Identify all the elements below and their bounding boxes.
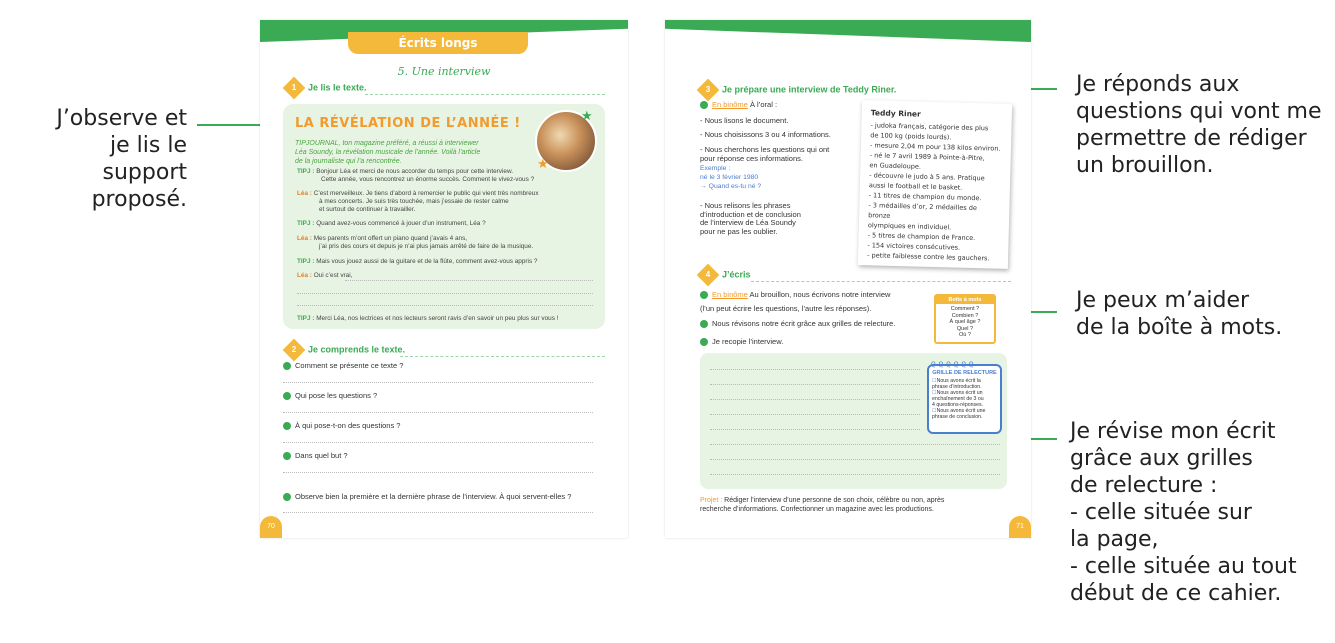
annotation-line: - celle située sur xyxy=(1070,500,1252,525)
grid-item-text: Nous avons écrit la xyxy=(936,378,981,384)
annotation-line: grâce aux grilles xyxy=(1070,446,1253,471)
annotation-line: J’observe et xyxy=(56,106,187,131)
project-text: recherche d’informations. Confectionner un magazine avec les productions. xyxy=(700,506,934,513)
step-2-heading xyxy=(286,342,405,358)
card-line: de 100 kg (poids lourds). xyxy=(870,131,952,142)
speaker-lea: Léa : xyxy=(297,272,312,279)
dialogue-line xyxy=(297,272,597,280)
oral-item xyxy=(700,145,829,163)
annotation-line: proposé. xyxy=(91,187,187,212)
intro-line: TIPJOURNAL, ton magazine préféré, a réussi à interviewer xyxy=(295,140,479,147)
bullet-icon xyxy=(283,362,291,370)
card-line: aussi le football et le basket. xyxy=(868,181,963,192)
article-intro xyxy=(295,139,540,166)
grid-items xyxy=(932,378,997,420)
oral-item xyxy=(700,130,831,139)
top-green-band xyxy=(665,20,1031,42)
speaker-lea: Léa : xyxy=(297,235,312,242)
step-1-heading xyxy=(286,80,367,96)
bullet-icon xyxy=(700,291,708,299)
binome-label: En binôme xyxy=(712,290,748,299)
answer-line xyxy=(283,382,593,383)
write-instruction xyxy=(700,304,871,313)
example-line: → Quand es-tu né ? xyxy=(700,183,762,190)
word: Combien ? xyxy=(951,312,979,319)
star-icon: ★ xyxy=(581,108,593,123)
step-rule xyxy=(751,281,1011,282)
speaker-lea: Léa : xyxy=(297,190,312,197)
intro-line: Léa Soundy, la révélation musicale de l’année. Voilà l’article xyxy=(295,149,481,156)
dialogue-text: Quand avez-vous commencé à jouer d’un instrument, Léa ? xyxy=(316,220,486,227)
speaker-tipj: TIPJ : xyxy=(297,220,315,227)
word: Comment ? xyxy=(950,306,980,312)
annotation-right-top xyxy=(1076,71,1326,179)
annotation-right-bottom xyxy=(1070,418,1330,607)
step-number-badge xyxy=(697,264,720,287)
bullet-icon xyxy=(700,338,708,346)
oral-item-text: - Nous lisons le document. xyxy=(700,116,789,125)
question-text: Comment se présente ce texte ? xyxy=(295,361,404,370)
question-text: Dans quel but ? xyxy=(295,451,348,460)
bullet-icon xyxy=(283,493,291,501)
dialogue-text: Bonjour Léa et merci de nous accorder du temps pour cette interview. xyxy=(316,168,513,175)
step-number: 2 xyxy=(291,345,297,354)
oral-item-text: pour réponse ces informations. xyxy=(700,154,803,163)
question xyxy=(283,391,377,400)
grid-item-text: phrase d’introduction. xyxy=(932,384,982,390)
example-label: Exemple : xyxy=(700,165,731,172)
card-line: - judoka français, catégorie des plus xyxy=(870,121,989,133)
question-text: Qui pose les questions ? xyxy=(295,391,378,400)
card-line: - 3 médailles d’or, 2 médailles de bronze xyxy=(868,201,978,220)
grid-item-text: enchaînement de 3 ou xyxy=(932,396,984,402)
step-3-heading xyxy=(700,82,896,98)
dialogue-text: Mais vous jouez aussi de la guitare et de la flûte, comment avez-vous appris ? xyxy=(316,258,538,265)
question xyxy=(283,492,571,501)
grid-item-text: phrase de conclusion. xyxy=(932,414,983,420)
annotation-line: Je révise mon écrit xyxy=(1070,419,1276,444)
grid-item[interactable] xyxy=(932,378,997,390)
word-box-title: Boîte à mots xyxy=(936,296,994,304)
dialogue-text: Mes parents m’ont offert un piano quand j’avais 4 ans, xyxy=(313,235,468,242)
annotation-line: début de ce cahier. xyxy=(1070,581,1282,606)
dialogue-line xyxy=(297,258,597,266)
step-label: J’écris xyxy=(722,269,751,280)
dialogue-text: à mes concerts. Je suis très touchée, mais j’essaie de rester calme xyxy=(319,198,509,205)
oral-item-text: - Nous choisissons 3 ou 4 informations. xyxy=(700,130,831,139)
bullet-icon xyxy=(700,320,708,328)
question xyxy=(283,421,400,430)
annotation-line: questions qui vont me xyxy=(1076,99,1322,124)
page-number: 70 xyxy=(260,516,282,538)
section-subtitle: 5. Une interview xyxy=(397,65,491,78)
writing-line xyxy=(710,399,920,400)
answer-line xyxy=(283,412,593,413)
intro-line: de la journaliste qui l’a rencontrée. xyxy=(295,158,402,165)
article-box xyxy=(283,104,605,329)
step-number: 1 xyxy=(291,83,297,92)
step-number-badge xyxy=(283,77,306,100)
card-line: - mesure 2,04 m pour 138 kilos environ. xyxy=(869,141,1001,153)
spiral-rings: ϱϱϱϱϱϱ xyxy=(931,359,977,368)
write-text: Nous révisons notre écrit grâce aux grilles de relecture. xyxy=(712,319,896,328)
project-note xyxy=(700,496,944,514)
annotation-line: Je réponds aux xyxy=(1076,72,1240,97)
binome-label: En binôme xyxy=(712,100,748,109)
word-box-words xyxy=(936,304,994,339)
step-label: Je prépare une interview de Teddy Riner. xyxy=(722,84,897,95)
speaker-tipj: TIPJ : xyxy=(297,315,315,322)
card-line: - petite faiblesse contre les gauchers. xyxy=(867,251,990,263)
card-line: olympiques en individuel. xyxy=(867,221,952,232)
oral-item xyxy=(700,116,788,125)
writing-line xyxy=(710,474,1000,475)
speaker-tipj: TIPJ : xyxy=(297,168,315,175)
question-text: Observe bien la première et la dernière phrase de l’interview. À quoi servent-elles ? xyxy=(295,492,572,501)
dialogue-line xyxy=(297,168,597,184)
banner xyxy=(348,32,528,54)
question xyxy=(283,361,403,370)
dialogue-text: Cette année, vous rencontrez un énorme succès. Comment le vivez-vous ? xyxy=(321,176,535,183)
answer-line xyxy=(345,280,593,281)
writing-line xyxy=(710,429,920,430)
dialogue-line xyxy=(297,235,597,251)
dialogue-line xyxy=(297,220,597,228)
banner-label: Écrits longs xyxy=(398,36,478,50)
card-line: - 11 titres de champion du monde. xyxy=(868,191,982,203)
oral-item xyxy=(700,202,801,236)
card-line: en Guadeloupe. xyxy=(869,161,922,171)
annotation-line: permettre de rédiger xyxy=(1076,126,1307,151)
writing-line xyxy=(710,384,920,385)
write-instruction xyxy=(700,290,890,299)
card-line: - 5 titres de champion de France. xyxy=(867,231,976,243)
writing-line xyxy=(710,459,1000,460)
speaker-tipj: TIPJ : xyxy=(297,258,315,265)
bullet-icon xyxy=(700,101,708,109)
star-icon: ★ xyxy=(537,156,549,171)
annotation-left xyxy=(22,105,187,213)
word: Quel ? xyxy=(956,325,974,332)
project-label: Projet : xyxy=(700,497,723,504)
word: Où ? xyxy=(959,332,971,338)
write-text: Au brouillon, nous écrivons notre interview xyxy=(749,290,891,299)
oral-text: À l’oral : xyxy=(749,100,778,109)
writing-line xyxy=(710,414,920,415)
answer-line xyxy=(297,305,593,306)
grid-title: GRILLE DE RELECTURE xyxy=(932,370,997,376)
oral-item-text: - Nous cherchons les questions qui ont xyxy=(700,145,830,154)
checkbox-icon[interactable]: ☐ xyxy=(932,378,937,384)
page-number: 71 xyxy=(1009,516,1031,538)
checkbox-icon[interactable]: ☐ xyxy=(932,408,937,414)
annotation-line: de la boîte à mots. xyxy=(1076,315,1283,340)
question xyxy=(283,451,348,460)
word-box xyxy=(934,294,996,344)
annotation-line: - celle située au tout xyxy=(1070,554,1297,579)
step-number-badge xyxy=(283,339,306,362)
card-line: - découvre le judo à 5 ans. Pratique xyxy=(869,171,985,183)
project-text: Rédiger l’interview d’une personne de son choix, célèbre ou non, après xyxy=(724,497,945,504)
bullet-icon xyxy=(283,452,291,460)
annotation-line: un brouillon. xyxy=(1076,153,1214,178)
step-number: 4 xyxy=(705,270,711,279)
bullet-icon xyxy=(283,422,291,430)
annotation-line: Je peux m’aider xyxy=(1076,288,1250,313)
example-block xyxy=(700,164,761,191)
oral-item-text: - Nous relisons les phrases xyxy=(700,201,791,210)
word: À quel âge ? xyxy=(949,319,981,325)
grid-item[interactable] xyxy=(932,408,997,420)
grid-item[interactable] xyxy=(932,390,997,408)
step-4-heading xyxy=(700,267,751,283)
step-rule xyxy=(400,356,605,357)
annotation-line: je lis le support xyxy=(102,133,187,185)
card-line: - 154 victoires consécutives. xyxy=(867,241,961,252)
oral-item-text: d’introduction et de conclusion xyxy=(700,209,801,219)
answer-line xyxy=(283,442,593,443)
step-number-badge xyxy=(697,79,720,102)
checkbox-icon[interactable]: ☐ xyxy=(932,390,937,396)
step-label: Je lis le texte. xyxy=(308,82,367,93)
left-page xyxy=(260,20,628,538)
step-rule xyxy=(365,94,605,95)
grid-item-text: 4 questions-réponses. xyxy=(932,402,984,408)
dialogue-text: Merci Léa, nos lectrices et nos lecteurs seront ravis d’en savoir un peu plus sur vous ! xyxy=(316,315,559,322)
write-instruction xyxy=(700,319,895,328)
card-line: - né le 7 avril 1989 à Pointe-à-Pitre, xyxy=(869,151,985,163)
dialogue-line xyxy=(297,190,597,214)
grid-item-text: Nous avons écrit un xyxy=(936,390,983,396)
annotation-right-middle xyxy=(1076,287,1326,341)
write-text: (l’un peut écrire les questions, l’autre les réponses). xyxy=(700,304,872,313)
oral-item-text: pour ne pas les oublier. xyxy=(700,226,778,236)
right-page xyxy=(665,20,1031,538)
write-instruction xyxy=(700,337,783,346)
grid-item-text: Nous avons écrit une xyxy=(936,408,986,414)
bullet-icon xyxy=(283,392,291,400)
answer-line xyxy=(297,293,593,294)
article-title: LA RÉVÉLATION DE L’ANNÉE ! xyxy=(295,116,521,131)
annotation-line: de relecture : xyxy=(1070,473,1218,498)
oral-item-text: de l’interview de Léa Soundy xyxy=(700,218,796,227)
step-number: 3 xyxy=(705,85,711,94)
write-text: Je recopie l’interview. xyxy=(712,337,784,346)
answer-line xyxy=(283,512,593,513)
writing-line xyxy=(710,369,920,370)
question-text: À qui pose-t-on des questions ? xyxy=(295,421,401,430)
example-line: né le 3 février 1980 xyxy=(700,174,759,181)
oral-instruction xyxy=(700,100,777,109)
dialogue-text: et surtout de continuer à travailler. xyxy=(319,206,416,213)
teddy-riner-card xyxy=(858,100,1012,269)
proofreading-grid xyxy=(927,359,1002,434)
annotation-line: la page, xyxy=(1070,527,1159,552)
dialogue-text: j’ai pris des cours et depuis je n’ai plus jamais arrêté de faire de la musique. xyxy=(319,243,534,250)
step-label: Je comprends le texte. xyxy=(308,344,406,355)
dialogue-line xyxy=(297,315,603,323)
card-title: Teddy Riner xyxy=(870,108,921,119)
writing-line xyxy=(710,444,1000,445)
dialogue-text: Oui c’est vrai, xyxy=(313,272,353,279)
answer-line xyxy=(283,472,593,473)
dialogue-text: C’est merveilleux. Je tiens d’abord à remercier le public qui vient très nombreux xyxy=(313,190,539,197)
